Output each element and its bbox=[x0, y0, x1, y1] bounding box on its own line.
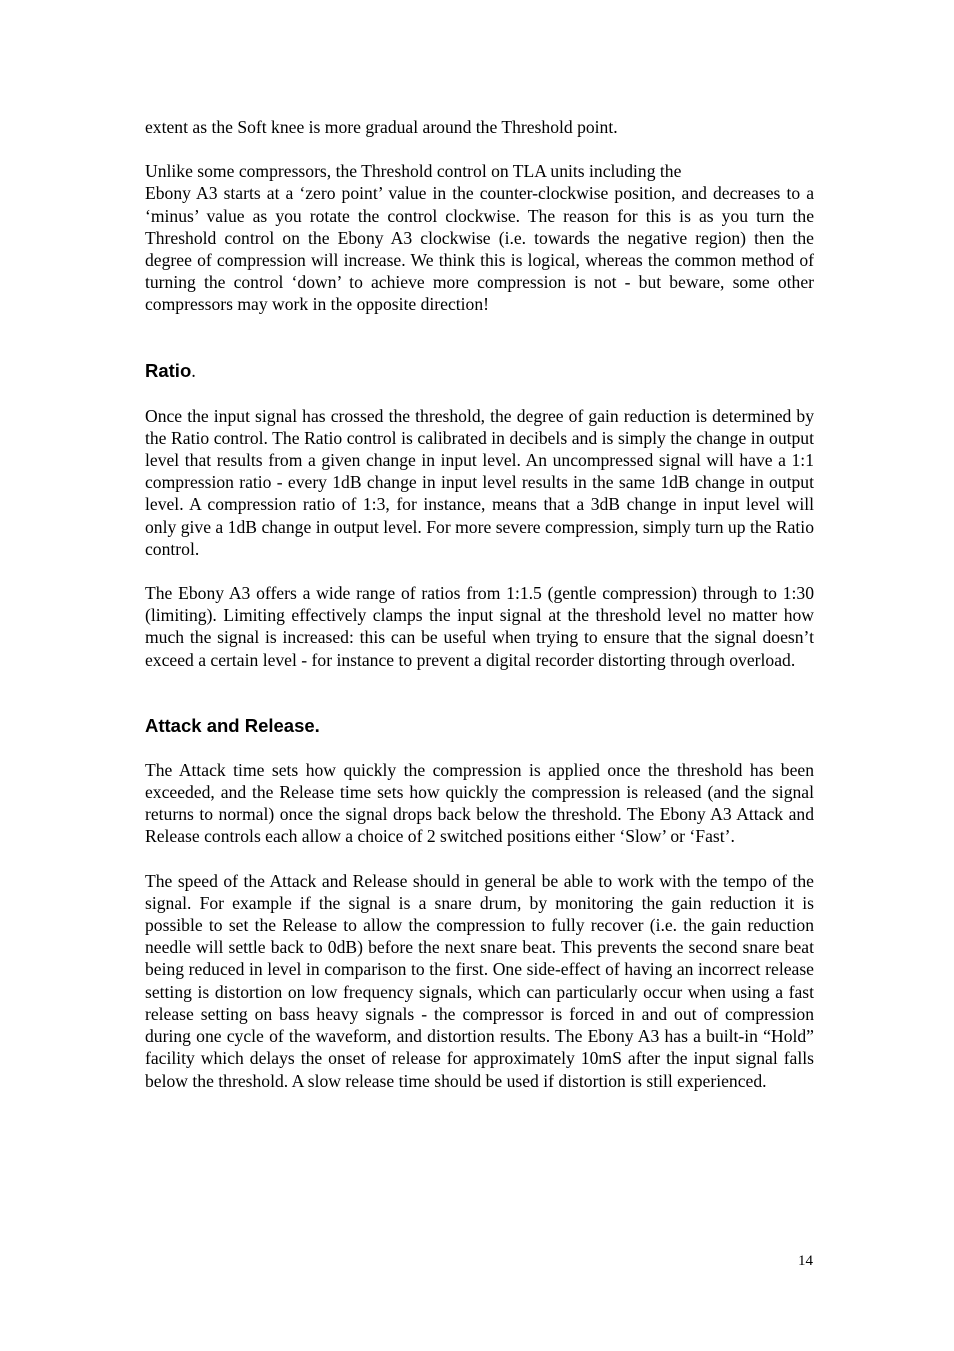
ratio-heading-text: Ratio bbox=[145, 359, 192, 381]
document-page bbox=[145, 116, 814, 1092]
paragraph-ratio-range: The Ebony A3 offers a wide range of ratios from 1:1.5 (gentle compression) through to 1:30 (limiting). Limiting effectively clamps the input signal at the threshold level no matter how much the signal is increased: this can be useful when trying to ensure that the signal doesn’t exceed a certain level - for instance to prevent a digital recorder distorting through overload. bbox=[145, 583, 814, 670]
ratio-heading-dot: . bbox=[191, 361, 196, 382]
page-number: 14 bbox=[798, 1253, 813, 1269]
paragraph-ratio-control: Once the input signal has crossed the threshold, the degree of gain reduction is determined by the Ratio control. The Ratio control is calibrated in decibels and is simply the change in output level that results from a given change in input level. An uncompressed signal will have a 1:1 compression ratio - every 1dB change in input level results in the same 1dB change in output level. A compression ratio of 1:3, for instance, means that a 3dB change in input level will only give a 1dB change in output level. For more severe compression, simply turn up the Ratio control. bbox=[145, 405, 814, 559]
ratio-heading bbox=[145, 360, 814, 383]
paragraph-soft-knee: extent as the Soft knee is more gradual around the Threshold point. bbox=[145, 117, 618, 137]
attack-release-heading: Attack and Release. bbox=[145, 714, 320, 736]
paragraph-attack-release-speed: The speed of the Attack and Release should in general be able to work with the tempo of the signal. For example if the signal is a snare drum, by monitoring the gain reduction it is possible to set the Release to allow the compression to fully recover (i.e. the gain reduction needle will settle back to 0dB) before the next snare beat. This prevents the second snare beat being reduced in level in comparison to the first. One side-effect of having an incorrect release setting is distortion on low frequency signals, which can particularly occur when using a fast release setting on bass heavy signals - the compressor is forced in and out of compression during one cycle of the waveform, and distortion results. The Ebony A3 has a built-in “Hold” facility which delays the onset of release for approximately 10mS after the input signal falls below the threshold. A slow release time should be used if distortion is still experienced. bbox=[145, 870, 814, 1091]
paragraph-attack-release: The Attack time sets how quickly the compression is applied once the threshold has been exceeded, and the Release time sets how quickly the compression is released (and the signal returns to normal) once the signal drops back below the threshold. The Ebony A3 Attack and Release controls each allow a choice of 2 switched positions either ‘Slow’ or ‘Fast’. bbox=[145, 759, 814, 847]
paragraph-threshold-intro: Unlike some compressors, the Threshold control on TLA units including the bbox=[145, 161, 682, 182]
paragraph-threshold-body: Ebony A3 starts at a ‘zero point’ value in the counter-clockwise position, and decreases to a ‘minus’ value as you rotate the control clockwise. The reason for this is as you turn the Threshold control on the Ebony A3 clockwise (i.e. towards the negative region) then the degree of compression will increase. We think this is logical, whereas the common method of turning the control ‘down’ to achieve more compression is not - but beware, some other compressors may work in the opposite direction! bbox=[145, 183, 814, 315]
